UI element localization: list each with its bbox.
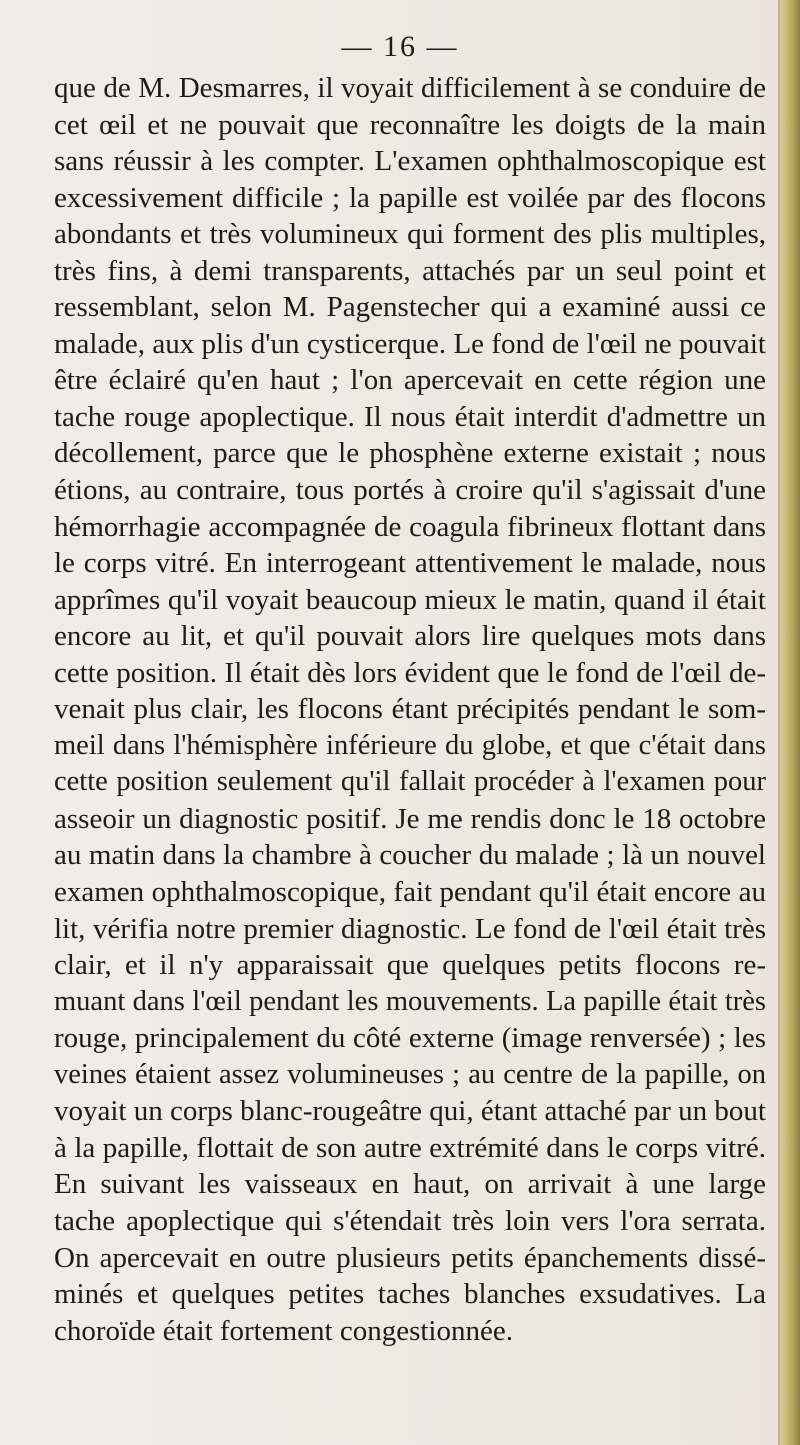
text-line: excessivement difficile ; la papille est voilée par des flocons xyxy=(54,181,766,214)
text-line: En suivant les vaisseaux en haut, on arrivait à une large xyxy=(54,1168,766,1201)
text-line: lit, vérifia notre premier diagnostic. Le fond de l'œil était très xyxy=(54,912,766,945)
text-line: clair, et il n'y apparaissait que quelques petits flocons re- xyxy=(54,949,766,982)
text-line: au matin dans la chambre à coucher du malade ; là un nouvel xyxy=(54,839,766,872)
text-line: abondants et très volumineux qui forment des plis multiples, xyxy=(54,218,766,251)
text-line: asseoir un diagnostic positif. Je me rendis donc le 18 octobre xyxy=(54,802,766,835)
text-line: ressemblant, selon M. Pagenstecher qui a examiné aussi ce xyxy=(54,291,766,324)
text-line: tache apoplectique qui s'étendait très loin vers l'ora serrata. xyxy=(54,1204,766,1237)
text-line: encore au lit, et qu'il pouvait alors lire quelques mots dans xyxy=(54,620,766,653)
text-line: être éclairé qu'en haut ; l'on apercevait en cette région une xyxy=(54,364,766,397)
page-edge xyxy=(778,0,800,1445)
text-line: hémorrhagie accompagnée de coagula fibrineux flottant dans xyxy=(54,510,766,543)
text-line: meil dans l'hémisphère inférieure du globe, et que c'était dans xyxy=(54,729,766,761)
text-line: veines étaient assez volumineuses ; au centre de la papille, on xyxy=(54,1058,766,1090)
text-line: On apercevait en outre plusieurs petits épanchements dissé- xyxy=(54,1241,766,1274)
text-line: apprîmes qu'il voyait beaucoup mieux le matin, quand il était xyxy=(54,583,766,616)
text-line: cette position seulement qu'il fallait procéder à l'examen pour xyxy=(54,766,766,798)
text-line: tache rouge apoplectique. Il nous était interdit d'admettre un xyxy=(54,400,766,433)
text-line: venait plus clair, les flocons étant précipités pendant le som- xyxy=(54,693,766,726)
page-edge-line xyxy=(778,0,780,1445)
page-number: — 16 — xyxy=(341,30,459,63)
text-line: choroïde était fortement congestionnée. xyxy=(54,1314,513,1347)
text-line: rouge, principalement du côté externe (image renversée) ; les xyxy=(54,1022,766,1055)
text-line: examen ophthalmoscopique, fait pendant qu'il était encore au xyxy=(54,876,766,909)
text-line: voyait un corps blanc-rougeâtre qui, étant attaché par un bout xyxy=(54,1095,766,1128)
text-line: étions, au contraire, tous portés à croire qu'il s'agissait d'une xyxy=(54,474,766,507)
text-line: cet œil et ne pouvait que reconnaître les doigts de la main xyxy=(54,108,766,141)
text-line: muant dans l'œil pendant les mouvements. La papille était très xyxy=(54,985,766,1017)
text-line: décollement, parce que le phosphène externe existait ; nous xyxy=(54,437,766,470)
text-line: minés et quelques petites taches blanches exsudatives. La xyxy=(54,1278,766,1311)
text-line: cette position. Il était dès lors évident que le fond de l'œil de- xyxy=(54,656,766,689)
text-line: le corps vitré. En interrogeant attentivement le malade, nous xyxy=(54,547,766,580)
text-line: que de M. Desmarres, il voyait difficilement à se conduire de xyxy=(54,72,766,104)
text-line: malade, aux plis d'un cysticerque. Le fond de l'œil ne pouvait xyxy=(54,327,766,360)
body-text xyxy=(54,70,766,1349)
text-line: à la papille, flottait de son autre extrémité dans le corps vitré. xyxy=(54,1131,766,1164)
text-line: très fins, à demi transparents, attachés par un seul point et xyxy=(54,254,766,287)
text-line: sans réussir à les compter. L'examen ophthalmoscopique est xyxy=(54,145,766,178)
